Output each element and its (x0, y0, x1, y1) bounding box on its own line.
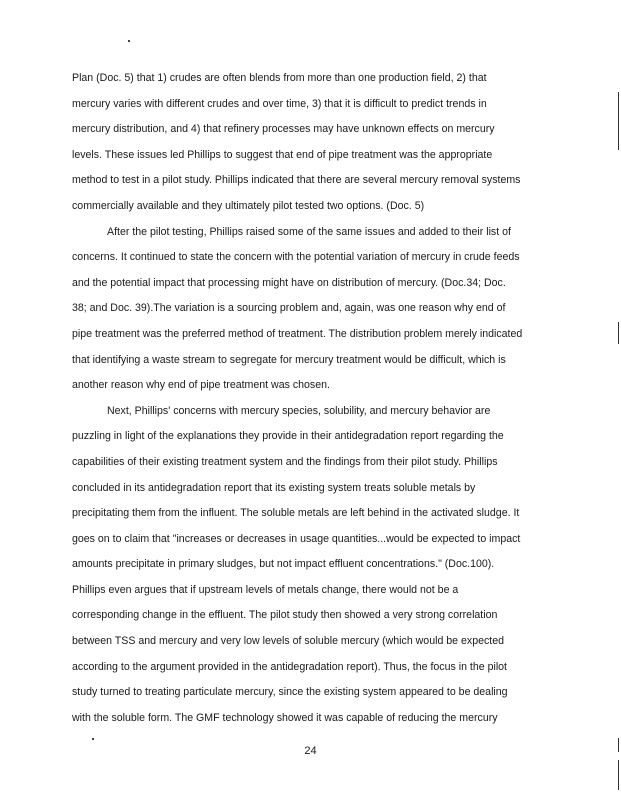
text-line: levels. These issues led Phillips to suggest that end of pipe treatment was the appropriate (72, 148, 493, 161)
text-line: puzzling in light of the explanations they provide in their antidegradation report regarding the (72, 430, 504, 443)
text-line: concluded in its antidegradation report that its existing system treats soluble metals by (72, 481, 476, 494)
text-line: method to test in a pilot study. Phillips indicated that there are several mercury removal systems (72, 174, 521, 187)
text-line: Plan (Doc. 5) that 1) crudes are often blends from more than one production field, 2) that (72, 72, 487, 84)
text-line: that identifying a waste stream to segregate for mercury treatment would be difficult, which is (72, 353, 506, 366)
text-line: amounts precipitate in primary sludges, but not impact effluent concentrations." (Doc.100). (72, 558, 495, 571)
text-line: 38; and Doc. 39).The variation is a sourcing problem and, again, was one reason why end of (72, 302, 506, 315)
paragraph-start-line: After the pilot testing, Phillips raised some of the same issues and added to their list of (107, 225, 511, 238)
text-line: concerns. It continued to state the concern with the potential variation of mercury in crude feeds (72, 251, 520, 264)
text-line: between TSS and mercury and very low levels of soluble mercury (which would be expected (72, 635, 505, 648)
text-line: goes on to claim that "increases or decreases in usage quantities...would be expected to impact (72, 532, 521, 545)
text-line: commercially available and they ultimately pilot tested two options. (Doc. 5) (72, 199, 425, 212)
text-line: and the potential impact that processing might have on distribution of mercury. (Doc.34; Doc. (72, 276, 506, 289)
text-line: capabilities of their existing treatment system and the findings from their pilot study. Phillips (72, 455, 498, 468)
scan-speck (92, 738, 94, 740)
text-line: corresponding change in the effluent. The pilot study then showed a very strong correlation (72, 609, 498, 622)
text-line: pipe treatment was the preferred method of treatment. The distribution problem merely indicated (72, 327, 523, 340)
text-line: study turned to treating particulate mercury, since the existing system appeared to be dealing (72, 686, 508, 699)
text-line: mercury varies with different crudes and over time, 3) that it is difficult to predict trends in (72, 97, 487, 110)
text-line: another reason why end of pipe treatment was chosen. (72, 379, 330, 392)
scan-edge-mark (618, 322, 620, 344)
text-line: mercury distribution, and 4) that refinery processes may have unknown effects on mercury (72, 123, 495, 136)
text-line: with the soluble form. The GMF technology showed it was capable of reducing the mercury (72, 711, 498, 724)
body-text (72, 66, 550, 731)
scan-speck (128, 40, 130, 42)
text-line: precipitating them from the influent. The soluble metals are left behind in the activated sludge. It (72, 507, 520, 520)
page-number: 24 (304, 745, 317, 757)
paragraph-start-line: Next, Phillips' concerns with mercury species, solubility, and mercury behavior are (107, 404, 491, 417)
scan-edge-mark (618, 92, 620, 150)
scan-edge-mark (618, 760, 620, 790)
text-line: according to the argument provided in the antidegradation report). Thus, the focus in the pilot (72, 660, 508, 673)
text-line: Phillips even argues that if upstream levels of metals change, there would not be a (72, 583, 459, 596)
